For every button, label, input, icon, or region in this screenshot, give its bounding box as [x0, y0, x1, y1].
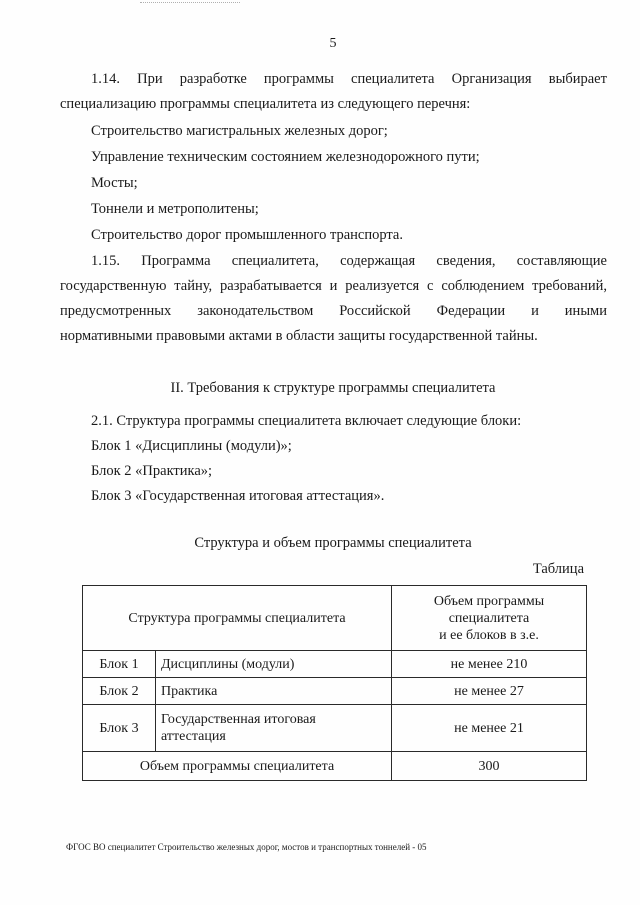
word: Организация [451, 71, 532, 87]
block-name [156, 705, 392, 752]
para-1-14-line-2: специализацию программы специалитета из следующего перечня: [60, 96, 471, 112]
word: реализуется [345, 278, 420, 294]
word: При [137, 71, 163, 87]
block-name-line: аттестация [161, 729, 226, 744]
section-2-title: II. Требования к структуре программы специалитета [170, 380, 496, 396]
block-name-line: Государственная итоговая [161, 712, 316, 727]
word: государственную [60, 278, 167, 294]
word: составляющие [516, 253, 607, 269]
word: сведения, [436, 253, 496, 269]
specialization-item: Мосты; [91, 175, 138, 191]
word: 1.15. [91, 253, 120, 269]
block-name: Практика [156, 678, 392, 705]
word: тайну, [174, 278, 213, 294]
specialization-item: Строительство магистральных железных дорог; [91, 123, 388, 139]
word: специалитета, [231, 253, 319, 269]
section-2-intro: 2.1. Структура программы специалитета включает следующие блоки: [91, 413, 522, 429]
total-label: Объем программы специалитета [83, 752, 392, 781]
para-1-15-line-4: нормативными правовыми актами в области защиты государственной тайны. [60, 328, 538, 344]
word: и [531, 303, 539, 319]
word: предусмотренных [60, 303, 172, 319]
para-1-15-line-2 [60, 277, 607, 295]
block-number: Блок 3 [83, 705, 156, 752]
header-volume-line: специалитета [448, 610, 530, 626]
word: специалитета [351, 71, 435, 87]
block-list-item: Блок 2 «Практика»; [91, 463, 213, 479]
word: содержащая [340, 253, 416, 269]
word: программы [263, 71, 334, 87]
word: и [329, 278, 338, 294]
word: Российской [339, 303, 411, 319]
table-row [83, 678, 587, 705]
block-number: Блок 1 [83, 651, 156, 678]
word: 1.14. [91, 71, 120, 87]
block-list-item: Блок 3 «Государственная итоговая аттестация». [91, 488, 385, 504]
word: с [427, 278, 434, 294]
page-footer: ФГОС ВО специалитет Строительство железных дорог, мостов и транспортных тоннелей - 05 [66, 842, 427, 852]
scan-artifact-line [140, 2, 240, 4]
header-structure: Структура программы специалитета [83, 586, 392, 651]
block-volume: не менее 210 [392, 651, 587, 678]
word: Программа [141, 253, 211, 269]
page-number: 5 [329, 36, 337, 51]
specialization-item: Тоннели и метрополитены; [91, 201, 259, 217]
table-caption: Структура и объем программы специалитета [194, 535, 472, 551]
word: разрабатывается [220, 278, 322, 294]
block-volume: не менее 27 [392, 678, 587, 705]
word: иными [564, 303, 607, 319]
total-volume: 300 [392, 752, 587, 781]
word: выбирает [548, 71, 607, 87]
word: законодательством [197, 303, 314, 319]
table-row [83, 705, 587, 752]
block-list-item: Блок 1 «Дисциплины (модули)»; [91, 438, 292, 454]
para-1-14-line-1 [91, 70, 607, 88]
table-header-row [83, 586, 587, 651]
header-volume-line: и ее блоков в з.е. [439, 627, 539, 643]
table-label: Таблица [532, 561, 584, 577]
header-volume [392, 586, 587, 651]
specialization-item: Строительство дорог промышленного транспорта. [91, 227, 403, 243]
word: соблюдением [441, 278, 525, 294]
para-1-15-line-3 [60, 302, 607, 320]
block-number: Блок 2 [83, 678, 156, 705]
block-name: Дисциплины (модули) [156, 651, 392, 678]
table-row [83, 651, 587, 678]
word: разработке [179, 71, 247, 87]
word: Федерации [436, 303, 506, 319]
block-volume: не менее 21 [392, 705, 587, 752]
para-1-15-line-1 [91, 252, 607, 270]
table-total-row [83, 752, 587, 781]
word: требований, [532, 278, 607, 294]
program-structure-table [82, 585, 587, 781]
specialization-item: Управление техническим состоянием железнодорожного пути; [91, 149, 480, 165]
header-volume-line: Объем программы [433, 593, 545, 609]
